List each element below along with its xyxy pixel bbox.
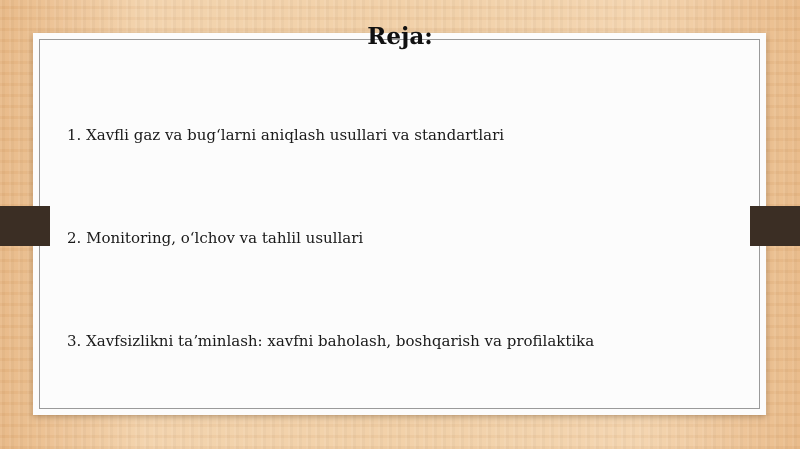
plan-item-2: 2. Monitoring, oʻlchov va tahlil usullari xyxy=(67,229,364,247)
plan-item-3: 3. Xavfsizlikni taʼminlash: xavfni baholash, boshqarish va profilaktika xyxy=(67,332,595,350)
slide-card xyxy=(33,33,766,415)
right-decorative-tab xyxy=(750,206,800,246)
left-decorative-tab xyxy=(0,206,50,246)
slide-inner-frame xyxy=(39,39,760,409)
slide-title: Reja: xyxy=(367,23,433,50)
plan-item-1: 1. Xavfli gaz va bugʻlarni aniqlash usullari va standartlari xyxy=(67,126,505,144)
